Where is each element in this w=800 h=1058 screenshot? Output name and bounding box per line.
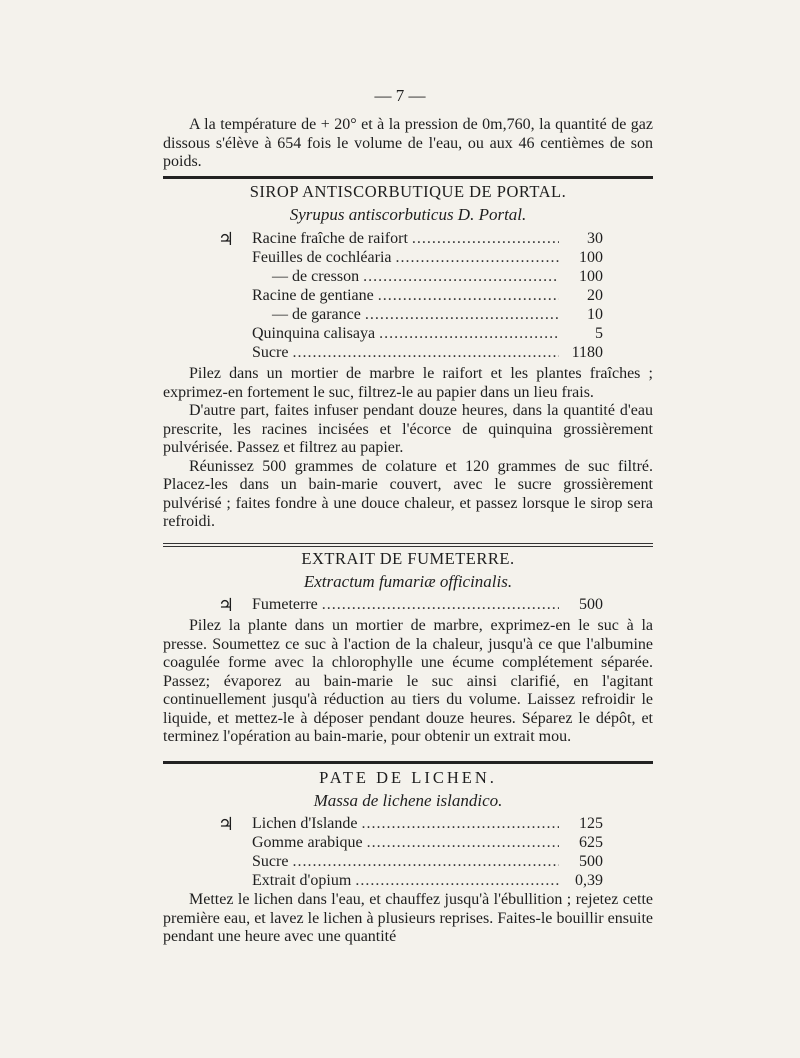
ingredient-qty: 100 bbox=[579, 268, 603, 285]
ingredient-qty: 125 bbox=[579, 815, 603, 832]
instruction-paragraph: Mettez le lichen dans l'eau, et chauffez jusqu'à l'ébullition ; rejetez cette première eau, et lavez le lichen à plusieurs reprises. Faites-le bouillir ensuite pendant une heure avec une quantité bbox=[163, 891, 653, 945]
ingredient-name: Fumeterre bbox=[252, 596, 318, 613]
instructions-extrait bbox=[163, 617, 653, 747]
recipe-symbol: ♃ bbox=[218, 814, 235, 834]
ingredient-name: — de cresson bbox=[272, 268, 360, 285]
instruction-paragraph: Réunissez 500 grammes de colature et 120 grammes de suc filtré. Placez-les dans un bain-marie couvert, avec le sucre grossièrement pulvérisé ; faites fondre à une douce chaleur, et passez lorsque le sirop sera refroidi. bbox=[163, 457, 653, 530]
ingredient-qty: 30 bbox=[587, 230, 603, 247]
ingredient-name: Gomme arabique bbox=[252, 834, 363, 851]
ingredient-qty: 625 bbox=[579, 834, 603, 851]
latin-title-pate: Massa de lichene islandico. bbox=[313, 791, 503, 810]
latin-title-extrait: Extractum fumariæ officinalis. bbox=[303, 572, 513, 591]
instructions-sirop bbox=[163, 365, 653, 532]
instruction-paragraph: Pilez la plante dans un mortier de marbre, exprimez-en le suc à la presse. Soumettez ce suc à l'action de la chaleur, jusqu'à ce que l'albumine coagulée forme avec la chlorophylle une écume complétement séparée. Passez; évaporez au bain-marie le suc ainsi clarifié, en l'agitant continuellement jusqu'à réduction au tiers du volume. Laissez refroidir le liquide, et mettez-le à déposer pendant douze heures. Séparez le dépôt, et terminez l'opération au bain-marie, pour obtenir un extrait mou. bbox=[163, 617, 653, 745]
section-divider bbox=[163, 546, 653, 547]
section-title-extrait: EXTRAIT DE FUMETERRE. bbox=[301, 549, 515, 568]
ingredient-name: Extrait d'opium bbox=[252, 872, 352, 889]
section-title-pate: PATE DE LICHEN. bbox=[319, 768, 497, 787]
ingredient-name: Lichen d'Islande bbox=[252, 815, 358, 832]
ingredient-row bbox=[218, 249, 603, 268]
section-divider bbox=[163, 543, 653, 544]
ingredient-row bbox=[218, 815, 603, 834]
ingredient-row bbox=[218, 230, 603, 249]
ingredient-qty: 5 bbox=[595, 325, 603, 342]
section-divider bbox=[163, 761, 653, 764]
ingredient-list-extrait bbox=[218, 596, 603, 615]
intro-block bbox=[163, 116, 653, 172]
ingredient-list-pate bbox=[218, 815, 603, 891]
ingredient-qty: 20 bbox=[587, 287, 603, 304]
ingredient-row bbox=[218, 287, 603, 306]
ingredient-name: Racine fraîche de raifort bbox=[252, 230, 408, 247]
section-divider bbox=[163, 176, 653, 179]
ingredient-list-sirop bbox=[218, 230, 603, 363]
ingredient-name: Sucre bbox=[252, 344, 289, 361]
ingredient-row bbox=[218, 325, 603, 344]
ingredient-name: Quinquina calisaya bbox=[252, 325, 376, 342]
ingredient-qty: 1180 bbox=[571, 344, 603, 361]
ingredient-name: Racine de gentiane bbox=[252, 287, 374, 304]
ingredient-qty: 10 bbox=[587, 306, 603, 323]
page-number: — 7 — bbox=[374, 86, 426, 105]
intro-paragraph: A la température de + 20° et à la pression de 0m,760, la quantité de gaz dissous s'élève à 654 fois le volume de l'eau, ou aux 46 centièmes de son poids. bbox=[163, 116, 653, 170]
ingredient-name: — de garance bbox=[272, 306, 361, 323]
ingredient-row bbox=[218, 306, 603, 325]
section-title-sirop: SIROP ANTISCORBUTIQUE DE PORTAL. bbox=[249, 182, 567, 201]
instruction-paragraph: D'autre part, faites infuser pendant douze heures, dans la quantité d'eau prescrite, les racines incisées et l'écorce de quinquina grossièrement pulvérisée. Passez et filtrez au papier. bbox=[163, 402, 653, 456]
recipe-symbol: ♃ bbox=[218, 595, 235, 615]
ingredient-row bbox=[218, 268, 603, 287]
ingredient-qty: 0,39 bbox=[575, 872, 603, 889]
ingredient-qty: 500 bbox=[579, 596, 603, 613]
ingredient-name: Feuilles de cochléaria bbox=[252, 249, 392, 266]
instruction-paragraph: Pilez dans un mortier de marbre le raifort et les plantes fraîches ; exprimez-en fortement le suc, filtrez-le au papier dans un lieu frais. bbox=[163, 365, 653, 401]
ingredient-row bbox=[218, 834, 603, 853]
ingredient-row bbox=[218, 344, 603, 363]
ingredient-row bbox=[218, 853, 603, 872]
latin-title-sirop: Syrupus antiscorbuticus D. Portal. bbox=[289, 205, 527, 224]
recipe-symbol: ♃ bbox=[218, 229, 235, 249]
ingredient-row bbox=[218, 596, 603, 615]
ingredient-row bbox=[218, 872, 603, 891]
ingredient-qty: 100 bbox=[579, 249, 603, 266]
instructions-pate bbox=[163, 891, 653, 947]
ingredient-qty: 500 bbox=[579, 853, 603, 870]
ingredient-name: Sucre bbox=[252, 853, 289, 870]
